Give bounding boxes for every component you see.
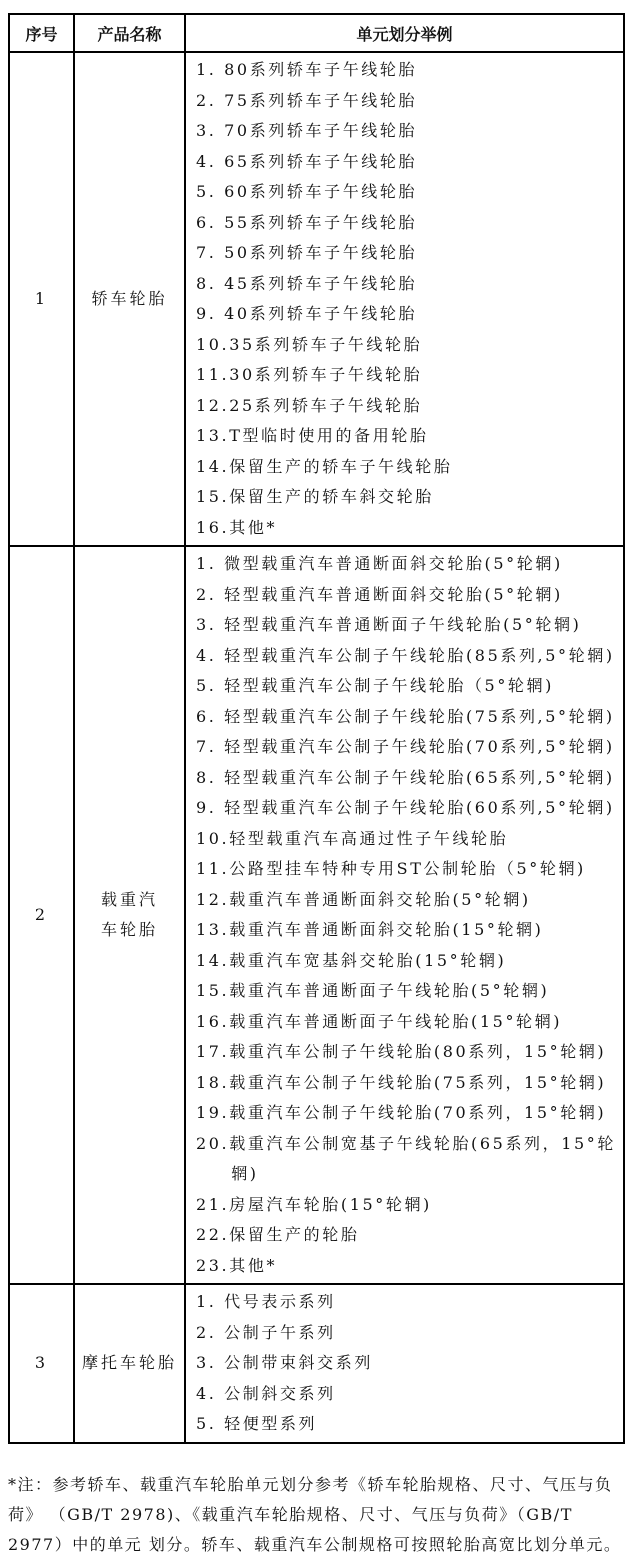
list-item: 6. 轻型载重汽车公制子午线轮胎(75系列,5°轮辋) bbox=[196, 706, 615, 726]
table-row bbox=[9, 52, 624, 546]
list-item: 15.保留生产的轿车斜交轮胎 bbox=[196, 487, 434, 506]
list-item: 8. 45系列轿车子午线轮胎 bbox=[196, 273, 418, 293]
list-item: 13.T型临时使用的备用轮胎 bbox=[196, 426, 429, 445]
product-name: 轿车轮胎 bbox=[74, 52, 185, 546]
list-item: 10.轻型载重汽车高通过性子午线轮胎 bbox=[196, 828, 509, 848]
list-item: 19.载重汽车公制子午线轮胎(70系列，15°轮辋) bbox=[196, 1103, 607, 1122]
list-item: 1. 代号表示系列 bbox=[196, 1292, 336, 1311]
list-item: 3. 轻型载重汽车普通断面子午线轮胎(5°轮辋) bbox=[196, 615, 582, 634]
footnote-line: （GB/T 2978)、《载重汽车轮胎规格、尺寸、气压与负荷》（GB/T 2977）中的单元 bbox=[8, 1504, 573, 1554]
list-item: 2. 轻型载重汽车普通断面斜交轮胎(5°轮辋) bbox=[196, 584, 563, 604]
list-item: 3. 70系列轿车子午线轮胎 bbox=[196, 121, 418, 140]
list-item: 2. 75系列轿车子午线轮胎 bbox=[196, 90, 418, 110]
list-item: 17.载重汽车公制子午线轮胎(80系列，15°轮辋) bbox=[196, 1042, 607, 1061]
list-item: 9. 轻型载重汽车公制子午线轮胎(60系列,5°轮辋) bbox=[196, 798, 615, 817]
product-name: 摩托车轮胎 bbox=[74, 1284, 185, 1443]
list-item: 1. 微型载重汽车普通断面斜交轮胎(5°轮辋) bbox=[196, 554, 563, 573]
list-item: 5. 60系列轿车子午线轮胎 bbox=[196, 182, 418, 201]
examples-cell bbox=[185, 52, 624, 546]
row-number: 1 bbox=[9, 52, 74, 546]
list-item: 16.其他* bbox=[196, 517, 278, 537]
list-item: 4. 65系列轿车子午线轮胎 bbox=[196, 151, 418, 171]
list-item: 12.25系列轿车子午线轮胎 bbox=[196, 395, 423, 415]
product-name: 载重汽车轮胎 bbox=[74, 546, 185, 1284]
examples-cell bbox=[185, 1284, 624, 1443]
list-item: 18.载重汽车公制子午线轮胎(75系列，15°轮辋) bbox=[196, 1072, 607, 1092]
list-item: 1. 80系列轿车子午线轮胎 bbox=[196, 60, 418, 79]
list-item: 12.载重汽车普通断面斜交轮胎(5°轮辋) bbox=[196, 889, 531, 909]
examples-cell bbox=[185, 546, 624, 1284]
footnote bbox=[8, 1470, 623, 1560]
table-row bbox=[9, 1284, 624, 1443]
list-item: 9. 40系列轿车子午线轮胎 bbox=[196, 304, 418, 323]
row-number: 3 bbox=[9, 1284, 74, 1443]
row-number: 2 bbox=[9, 546, 74, 1284]
table-row bbox=[9, 546, 624, 1284]
footnote-line: 划分。轿车、载重汽车公制规格可按照轮胎高宽比划分单元。 bbox=[148, 1534, 622, 1554]
unit-division-table bbox=[8, 13, 625, 1444]
list-item: 2. 公制子午系列 bbox=[196, 1322, 336, 1342]
list-item: 21.房屋汽车轮胎(15°轮辋) bbox=[196, 1194, 432, 1214]
list-item: 11.公路型挂车特种专用ST公制轮胎（5°轮辋) bbox=[196, 859, 586, 878]
list-item: 5. 轻便型系列 bbox=[196, 1414, 318, 1433]
list-item: 10.35系列轿车子午线轮胎 bbox=[196, 334, 423, 354]
list-item: 7. 50系列轿车子午线轮胎 bbox=[196, 243, 418, 262]
list-item: 13.载重汽车普通断面斜交轮胎(15°轮辋) bbox=[196, 920, 544, 939]
list-item: 20.载重汽车公制宽基子午线轮胎(65系列，15°轮辋) bbox=[196, 1133, 617, 1183]
list-item: 23.其他* bbox=[196, 1255, 278, 1275]
list-item: 11.30系列轿车子午线轮胎 bbox=[196, 365, 423, 384]
list-item: 4. 公制斜交系列 bbox=[196, 1383, 336, 1403]
header-product-name: 产品名称 bbox=[74, 14, 185, 52]
list-item: 6. 55系列轿车子午线轮胎 bbox=[196, 212, 418, 232]
list-item: 5. 轻型载重汽车公制子午线轮胎（5°轮辋) bbox=[196, 676, 554, 695]
list-item: 7. 轻型载重汽车公制子午线轮胎(70系列,5°轮辋) bbox=[196, 737, 615, 756]
list-item: 15.载重汽车普通断面子午线轮胎(5°轮辋) bbox=[196, 981, 550, 1000]
header-row bbox=[9, 14, 624, 52]
list-item: 14.保留生产的轿车子午线轮胎 bbox=[196, 456, 453, 476]
list-item: 8. 轻型载重汽车公制子午线轮胎(65系列,5°轮辋) bbox=[196, 767, 615, 787]
header-examples: 单元划分举例 bbox=[185, 14, 624, 52]
list-item: 3. 公制带束斜交系列 bbox=[196, 1353, 373, 1372]
list-item: 4. 轻型载重汽车公制子午线轮胎(85系列,5°轮辋) bbox=[196, 645, 615, 665]
header-no: 序号 bbox=[9, 14, 74, 52]
list-item: 22.保留生产的轮胎 bbox=[196, 1225, 360, 1244]
list-item: 14.载重汽车宽基斜交轮胎(15°轮辋) bbox=[196, 950, 507, 970]
list-item: 16.载重汽车普通断面子午线轮胎(15°轮辋) bbox=[196, 1011, 563, 1031]
footnote-line: *注：参考轿车、载重汽车轮胎单元划分参考《轿车轮胎规格、尺寸、气压与负荷》 bbox=[8, 1474, 613, 1524]
